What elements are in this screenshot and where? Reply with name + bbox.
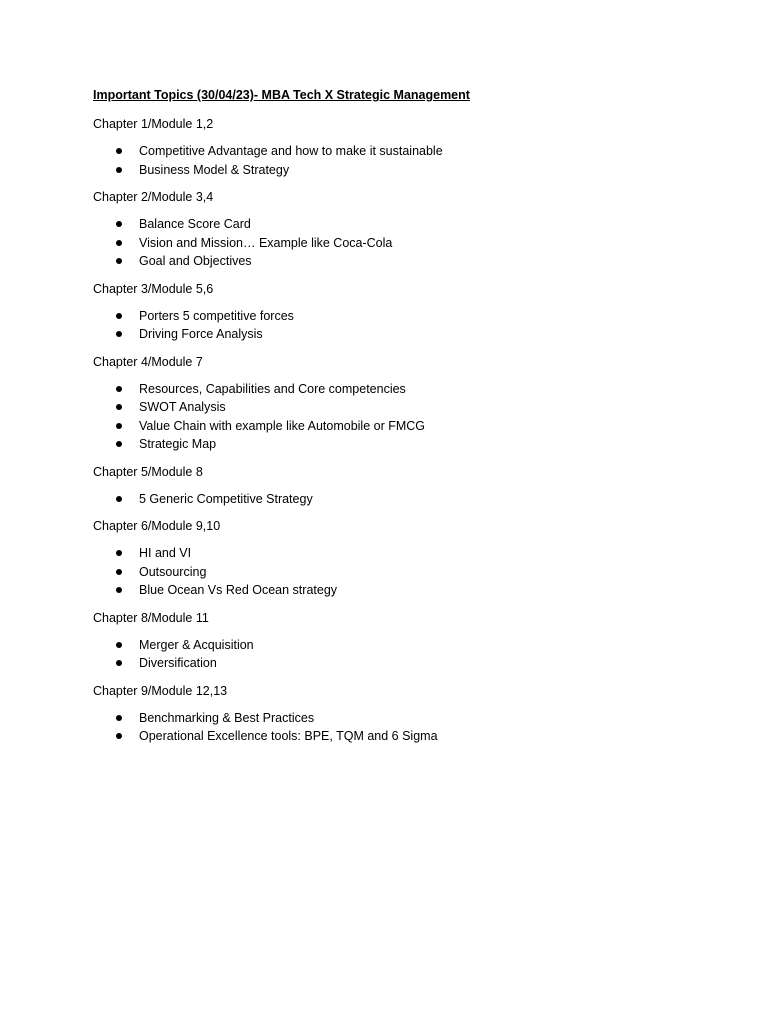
bullet-icon <box>116 496 122 502</box>
topic-text: Value Chain with example like Automobile or FMCG <box>139 418 426 433</box>
topic-text: Resources, Capabilities and Core competencies <box>139 381 406 396</box>
topic-list-item <box>93 234 713 253</box>
topic-list-item <box>93 161 713 180</box>
topic-text: HI and VI <box>139 546 192 560</box>
chapter-heading: Chapter 3/Module 5,6 <box>93 281 214 296</box>
topic-text: SWOT Analysis <box>139 400 226 414</box>
topic-text: Blue Ocean Vs Red Ocean strategy <box>139 583 338 597</box>
bullet-icon <box>116 386 122 392</box>
topic-list-item <box>93 307 713 326</box>
document-body <box>93 86 713 755</box>
topic-list-item <box>93 252 713 271</box>
topic-list-item <box>93 544 713 563</box>
topic-text: Benchmarking & Best Practices <box>139 710 315 725</box>
topic-list-item <box>93 215 713 234</box>
topic-list <box>93 215 713 271</box>
topic-list <box>93 307 713 344</box>
chapter-section <box>93 517 713 600</box>
topic-text: Merger & Acquisition <box>139 637 254 652</box>
topic-list <box>93 380 713 454</box>
bullet-icon <box>116 221 122 227</box>
topic-list <box>93 636 713 673</box>
topic-text: Outsourcing <box>139 564 207 579</box>
topic-list-item <box>93 435 713 454</box>
chapter-section <box>93 463 713 509</box>
bullet-icon <box>116 642 122 648</box>
topic-list-item <box>93 380 713 399</box>
topic-list <box>93 709 713 746</box>
bullet-icon <box>116 733 122 739</box>
chapter-sections <box>93 115 713 746</box>
topic-list-item <box>93 398 713 417</box>
topic-list-item <box>93 417 713 436</box>
chapter-heading: Chapter 9/Module 12,13 <box>93 683 228 698</box>
topic-text: Diversification <box>139 656 217 670</box>
topic-text: Porters 5 competitive forces <box>139 308 294 323</box>
bullet-icon <box>116 587 122 593</box>
topic-list <box>93 490 713 509</box>
topic-text: Driving Force Analysis <box>139 327 263 341</box>
chapter-section <box>93 280 713 344</box>
bullet-icon <box>116 167 122 173</box>
topic-list-item <box>93 636 713 655</box>
topic-text: Balance Score Card <box>139 217 251 231</box>
chapter-heading: Chapter 6/Module 9,10 <box>93 519 221 533</box>
topic-text: Business Model & Strategy <box>139 162 290 177</box>
topic-list-item <box>93 142 713 161</box>
topic-list <box>93 544 713 600</box>
topic-list-item <box>93 654 713 673</box>
bullet-icon <box>116 550 122 556</box>
chapter-heading: Chapter 2/Module 3,4 <box>93 190 214 204</box>
topic-list-item <box>93 709 713 728</box>
chapter-heading: Chapter 8/Module 11 <box>93 610 209 625</box>
bullet-icon <box>116 313 122 319</box>
chapter-section <box>93 682 713 746</box>
chapter-section <box>93 353 713 454</box>
topic-list-item <box>93 727 713 746</box>
bullet-icon <box>116 715 122 721</box>
topic-list-item <box>93 325 713 344</box>
chapter-section <box>93 609 713 673</box>
bullet-icon <box>116 404 122 410</box>
bullet-icon <box>116 331 122 337</box>
topic-text: Strategic Map <box>139 437 217 451</box>
bullet-icon <box>116 240 122 246</box>
document-title: Important Topics (30/04/23)- MBA Tech X Strategic Management <box>93 88 470 102</box>
chapter-section <box>93 188 713 271</box>
bullet-icon <box>116 441 122 447</box>
bullet-icon <box>116 423 122 429</box>
bullet-icon <box>116 569 122 575</box>
topic-list-item <box>93 581 713 600</box>
bullet-icon <box>116 660 122 666</box>
bullet-icon <box>116 258 122 264</box>
topic-text: 5 Generic Competitive Strategy <box>139 491 313 506</box>
chapter-section <box>93 115 713 179</box>
bullet-icon <box>116 148 122 154</box>
topic-text: Vision and Mission… Example like Coca-Cola <box>139 235 393 250</box>
chapter-heading: Chapter 1/Module 1,2 <box>93 117 214 131</box>
chapter-heading: Chapter 4/Module 7 <box>93 354 203 369</box>
topic-text: Operational Excellence tools: BPE, TQM and 6 Sigma <box>139 729 438 743</box>
topic-list-item <box>93 490 713 509</box>
topic-text: Goal and Objectives <box>139 254 252 268</box>
topic-text: Competitive Advantage and how to make it sustainable <box>139 144 443 158</box>
topic-list-item <box>93 563 713 582</box>
chapter-heading: Chapter 5/Module 8 <box>93 464 203 479</box>
topic-list <box>93 142 713 179</box>
